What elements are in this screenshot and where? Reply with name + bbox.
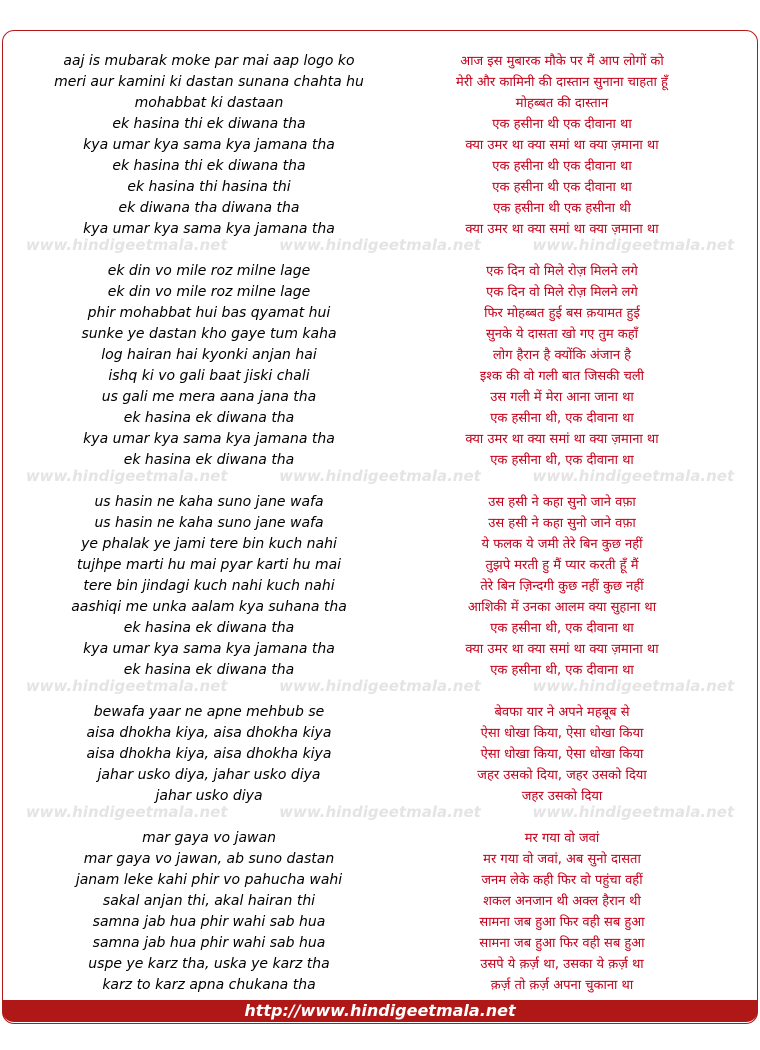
lyric-line-hindi: ऐसा धोखा किया, ऐसा धोखा किया — [480, 726, 644, 741]
lyric-line-roman: jahar usko diya, jahar usko diya — [97, 767, 321, 783]
lyric-line-roman: phir mohabbat hui bas qyamat hui — [87, 305, 331, 321]
lyric-line-hindi: एक दिन वो मिले रोज़ मिलने लगे — [486, 285, 638, 300]
lyric-line-hindi: बेवफा यार ने अपने महबूब से — [494, 705, 630, 720]
lyric-line-hindi: जहर उसको दिया, जहर उसको दिया — [477, 768, 647, 783]
lyric-line-hindi: सुनके ये दासता खो गए तुम कहाँ — [485, 327, 639, 342]
lyric-line-roman: samna jab hua phir wahi sab hua — [92, 914, 326, 930]
lyric-line-hindi: आशिकी में उनका आलम क्या सुहाना था — [467, 600, 657, 615]
lyric-line-hindi: सामना जब हुआ फिर वही सब हुआ — [479, 936, 645, 951]
watermark-text: www.hindigeetmala.net — [279, 467, 481, 485]
watermark-text: www.hindigeetmala.net — [25, 677, 228, 695]
watermark-text: www.hindigeetmala.net — [25, 467, 228, 485]
lyric-line-roman: jahar usko diya — [155, 788, 263, 804]
watermark-text: www.hindigeetmala.net — [532, 803, 735, 821]
lyric-line-roman: ishq ki vo gali baat jiski chali — [108, 368, 310, 384]
lyric-line-roman: mohabbat ki dastaan — [134, 95, 284, 111]
watermark-text: www.hindigeetmala.net — [532, 467, 735, 485]
lyric-line-roman: karz to karz apna chukana tha — [102, 977, 316, 993]
lyric-line-roman: ek hasina ek diwana tha — [123, 452, 295, 468]
lyric-line-hindi: क्या उमर था क्या समां था क्या ज़माना था — [465, 642, 659, 657]
watermark-text: www.hindigeetmala.net — [25, 236, 228, 254]
lyric-line-hindi: क्या उमर था क्या समां था क्या ज़माना था — [465, 432, 659, 447]
lyric-line-hindi: सामना जब हुआ फिर वही सब हुआ — [479, 915, 645, 930]
lyric-line-roman: ek hasina thi ek diwana tha — [112, 158, 306, 174]
lyric-line-roman: sunke ye dastan kho gaye tum kaha — [81, 326, 337, 342]
lyric-line-roman: sakal anjan thi, akal hairan thi — [102, 893, 316, 909]
watermark-text: www.hindigeetmala.net — [532, 677, 735, 695]
lyric-line-hindi: एक हसीना थी, एक दीवाना था — [490, 453, 634, 468]
lyric-line-hindi: एक हसीना थी, एक दीवाना था — [490, 663, 634, 678]
lyric-line-hindi: उस हसी ने कहा सुनो जाने वफ़ा — [488, 516, 636, 531]
watermark-text: www.hindigeetmala.net — [532, 236, 735, 254]
lyric-line-roman: kya umar kya sama kya jamana tha — [83, 137, 335, 153]
lyric-line-roman: janam leke kahi phir vo pahucha wahi — [75, 872, 343, 888]
watermark-text: www.hindigeetmala.net — [279, 803, 481, 821]
lyric-line-hindi: फिर मोहब्बत हुई बस क़यामत हुई — [484, 306, 640, 321]
lyric-line-roman: tere bin jindagi kuch nahi kuch nahi — [83, 578, 335, 594]
lyric-line-roman: bewafa yaar ne apne mehbub se — [93, 704, 325, 720]
lyric-line-hindi: एक हसीना थी एक दीवाना था — [492, 117, 632, 132]
lyric-line-hindi: आज इस मुबारक मौके पर मैं आप लोगों को — [460, 54, 664, 69]
lyric-line-hindi: लोग हैरान है क्योंकि अंजान है — [492, 348, 632, 363]
lyric-line-roman: mar gaya vo jawan, ab suno dastan — [83, 851, 335, 867]
lyric-line-roman: samna jab hua phir wahi sab hua — [92, 935, 326, 951]
lyric-line-roman: ek hasina ek diwana tha — [123, 620, 295, 636]
lyric-line-roman: us gali me mera aana jana tha — [101, 389, 317, 405]
lyric-line-hindi: एक हसीना थी एक दीवाना था — [492, 180, 632, 195]
lyric-line-hindi: क्या उमर था क्या समां था क्या ज़माना था — [465, 138, 659, 153]
lyric-line-hindi: क्या उमर था क्या समां था क्या ज़माना था — [465, 222, 659, 237]
watermark-text: www.hindigeetmala.net — [279, 677, 481, 695]
lyric-line-hindi: एक हसीना थी एक दीवाना था — [492, 159, 632, 174]
lyric-line-hindi: ये फलक ये जमी तेरे बिन कुछ नहीं — [481, 537, 643, 552]
lyric-line-hindi: जहर उसको दिया — [521, 789, 603, 804]
lyric-line-hindi: उस हसी ने कहा सुनो जाने वफ़ा — [488, 495, 636, 510]
footer-url[interactable]: http://www.hindigeetmala.net — [244, 1001, 516, 1020]
lyric-line-hindi: एक हसीना थी एक हसीना थी — [493, 201, 631, 216]
lyric-line-hindi: एक हसीना थी, एक दीवाना था — [490, 411, 634, 426]
footer-bar — [2, 1000, 758, 1022]
lyric-line-hindi: एक हसीना थी, एक दीवाना था — [490, 621, 634, 636]
lyric-line-hindi: तुझपे मरती हु मैं प्यार करती हूँ मैं — [485, 558, 639, 573]
lyric-line-hindi: इश्क की वो गली बात जिसकी चली — [479, 369, 645, 384]
lyric-line-roman: log hairan hai kyonki anjan hai — [101, 347, 317, 363]
lyric-line-roman: us hasin ne kaha suno jane wafa — [94, 494, 324, 510]
lyric-line-hindi: ऐसा धोखा किया, ऐसा धोखा किया — [480, 747, 644, 762]
lyric-line-roman: aaj is mubarak moke par mai aap logo ko — [63, 53, 355, 69]
lyric-line-roman: ek din vo mile roz milne lage — [107, 263, 311, 279]
lyric-line-hindi: तेरे बिन ज़िन्दगी कुछ नहीं कुछ नहीं — [480, 579, 644, 594]
lyric-line-roman: kya umar kya sama kya jamana tha — [83, 221, 335, 237]
lyric-line-hindi: मर गया वो जवां — [524, 831, 600, 846]
lyric-line-roman: ek din vo mile roz milne lage — [107, 284, 311, 300]
lyric-line-hindi: उसपे ये क़र्ज़ था, उसका ये क़र्ज़ था — [480, 957, 644, 972]
watermark-text: www.hindigeetmala.net — [279, 236, 481, 254]
lyric-line-hindi: शकल अनजान थी अक्ल हैरान थी — [483, 894, 641, 909]
lyric-line-hindi: उस गली में मेरा आना जाना था — [490, 390, 634, 405]
lyric-line-roman: kya umar kya sama kya jamana tha — [83, 641, 335, 657]
lyric-line-roman: kya umar kya sama kya jamana tha — [83, 431, 335, 447]
lyric-line-hindi: एक दिन वो मिले रोज़ मिलने लगे — [486, 264, 638, 279]
lyric-line-roman: uspe ye karz tha, uska ye karz tha — [88, 956, 330, 972]
lyric-line-roman: aashiqi me unka aalam kya suhana tha — [71, 599, 347, 615]
watermark-text: www.hindigeetmala.net — [25, 803, 228, 821]
lyric-line-hindi: मेरी और कामिनी की दास्तान सुनाना चाहता हूँ — [456, 75, 668, 90]
lyric-line-hindi: मर गया वो जवां, अब सुनो दासता — [483, 852, 641, 867]
lyric-line-roman: ek hasina thi ek diwana tha — [112, 116, 306, 132]
lyric-line-hindi: जनम लेके कही फिर वो पहुंचा वहीं — [481, 873, 643, 888]
lyric-line-roman: aisa dhokha kiya, aisa dhokha kiya — [86, 725, 332, 741]
lyric-line-roman: ek hasina ek diwana tha — [123, 410, 295, 426]
lyric-line-roman: us hasin ne kaha suno jane wafa — [94, 515, 324, 531]
lyric-line-roman: ek hasina thi hasina thi — [127, 179, 291, 195]
lyric-line-roman: meri aur kamini ki dastan sunana chahta hu — [54, 74, 364, 90]
lyric-line-roman: ek hasina ek diwana tha — [123, 662, 295, 678]
lyric-line-hindi: क़र्ज़ तो क़र्ज़ अपना चुकाना था — [490, 978, 634, 993]
lyric-line-roman: mar gaya vo jawan — [142, 830, 276, 846]
lyric-line-hindi: मोहब्बत की दास्तान — [515, 96, 609, 111]
lyric-line-roman: ek diwana tha diwana tha — [118, 200, 300, 216]
lyric-line-roman: aisa dhokha kiya, aisa dhokha kiya — [86, 746, 332, 762]
lyric-line-roman: ye phalak ye jami tere bin kuch nahi — [81, 536, 337, 552]
lyric-line-roman: tujhpe marti hu mai pyar karti hu mai — [76, 557, 342, 573]
